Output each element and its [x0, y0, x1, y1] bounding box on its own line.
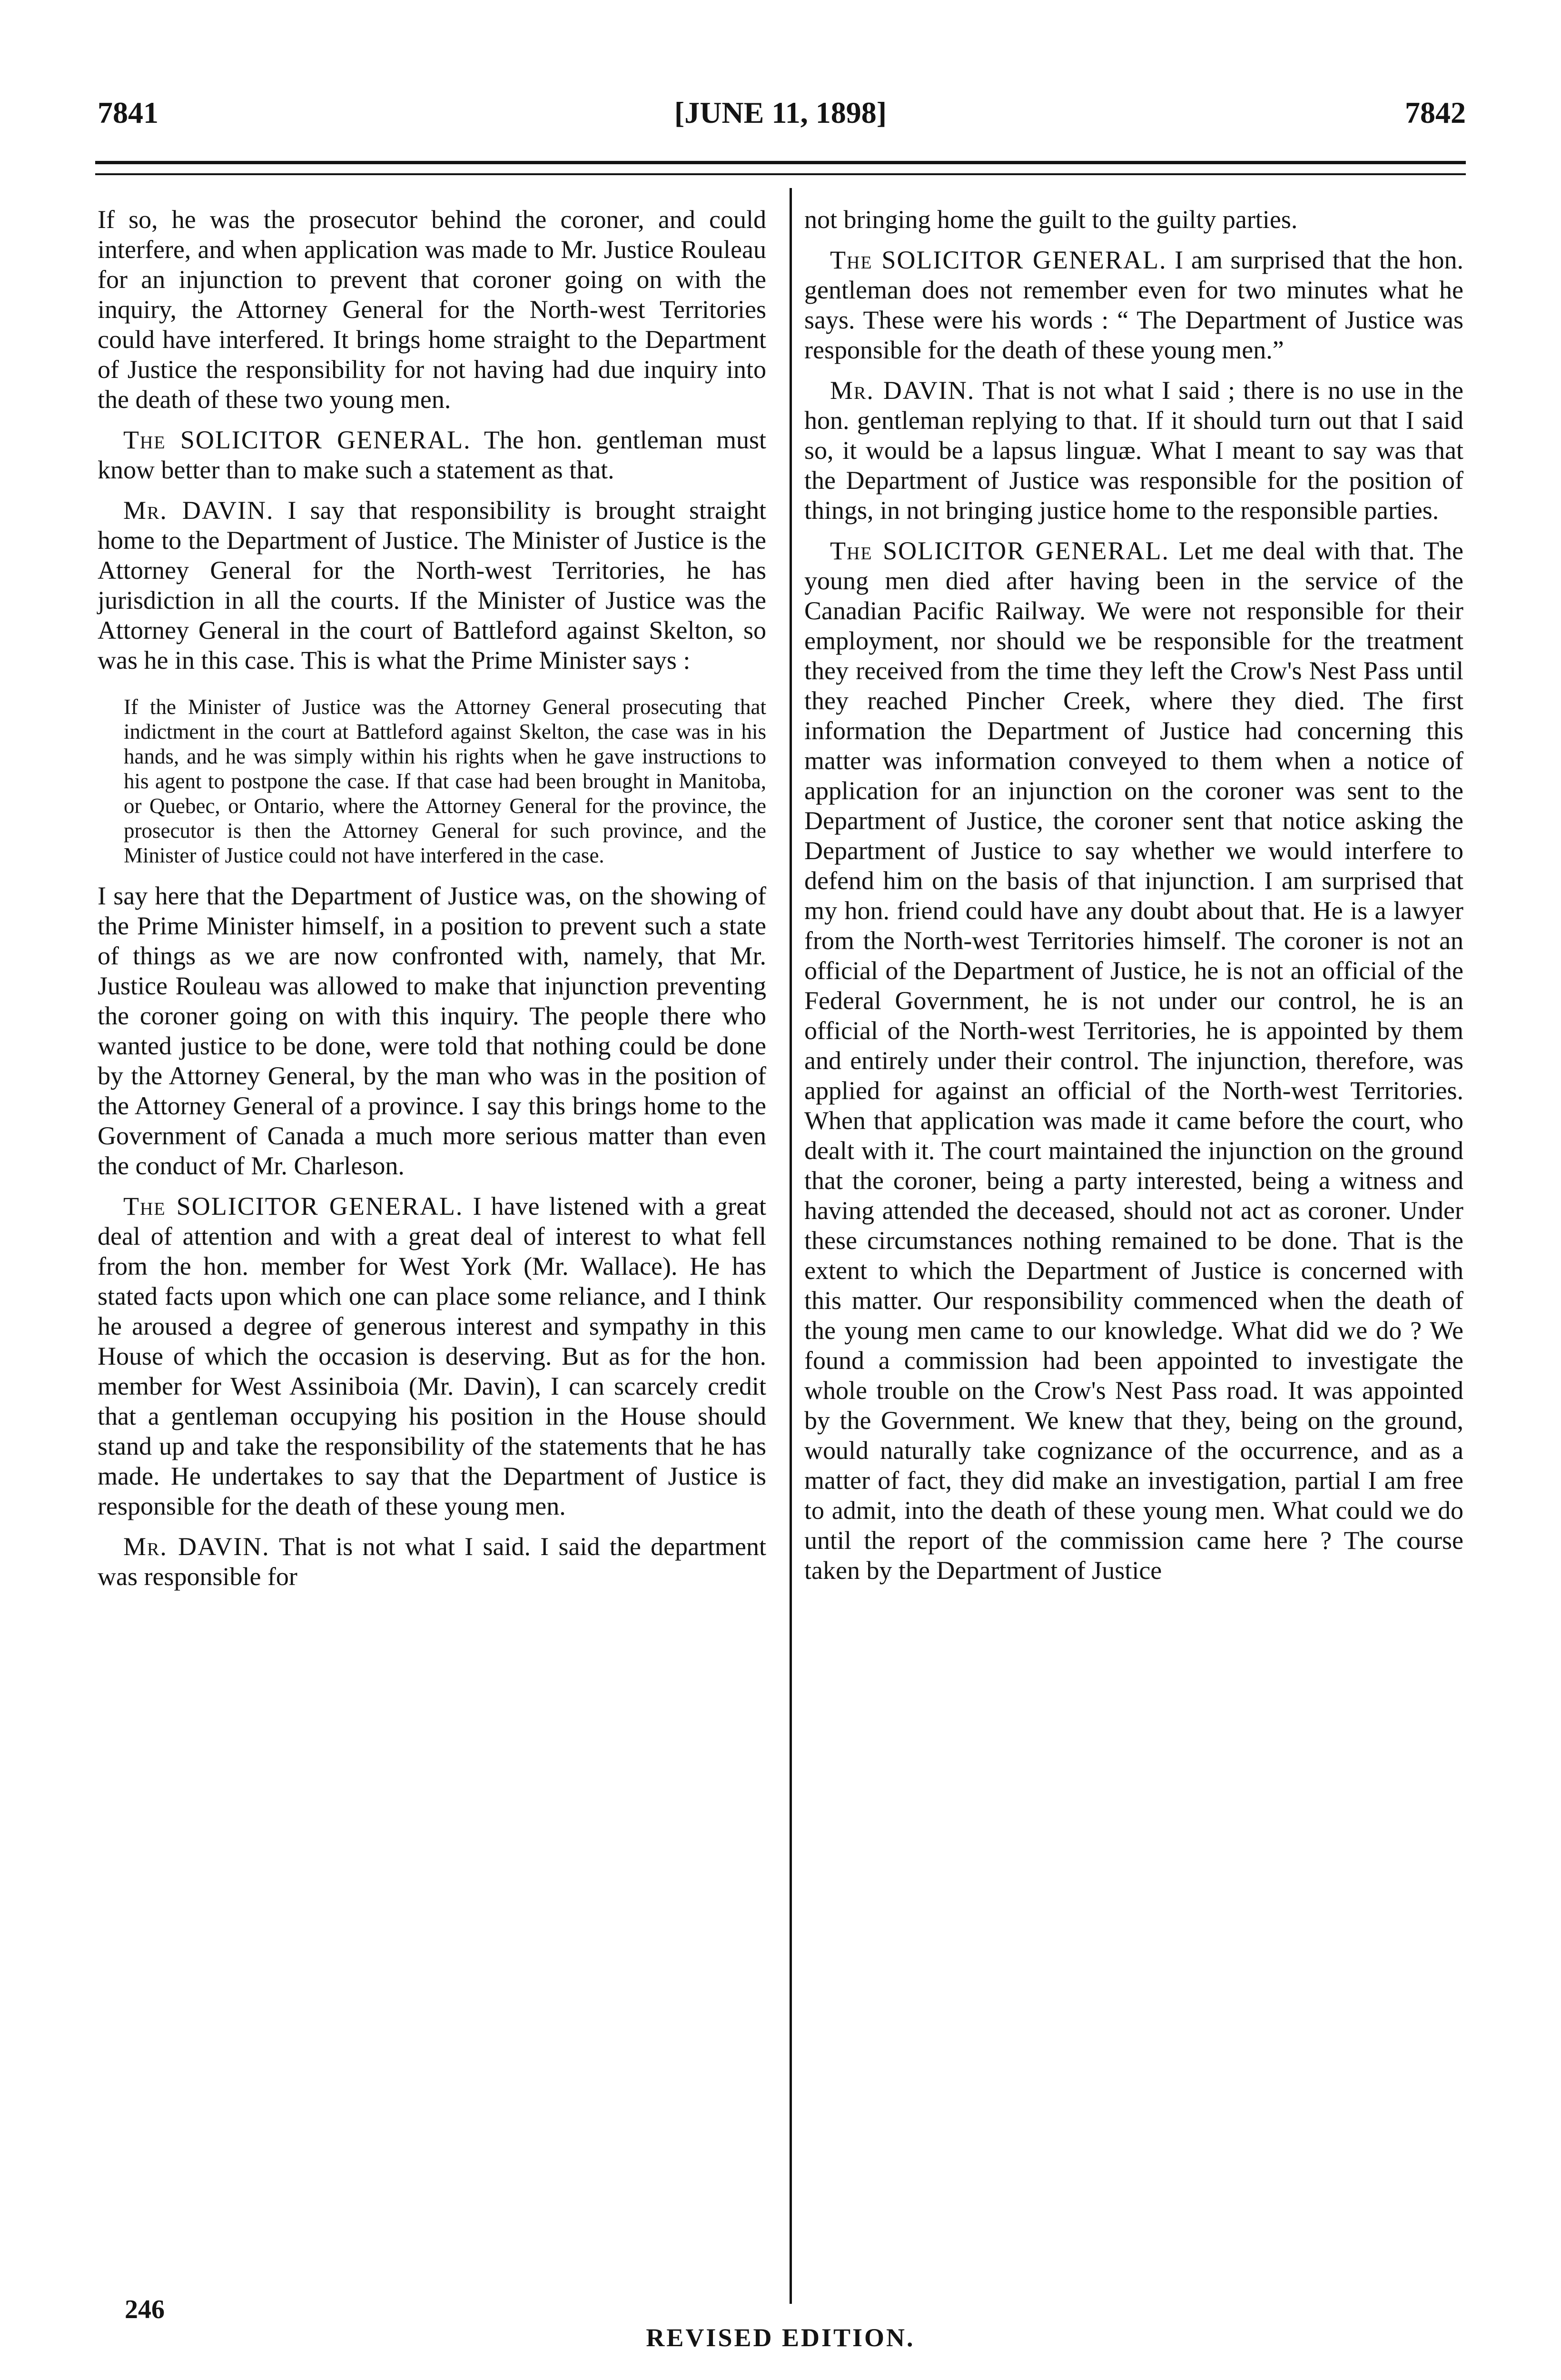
right-column [804, 205, 1463, 1594]
speech-text: The hon. gentleman must know better than to make such a statement as that. [98, 426, 766, 484]
speaker-name: The SOLICITOR GENERAL. [123, 1192, 464, 1220]
speech-text: I am surprised that the hon. gentleman does not remember even for two minutes what he says. These were his words : “ The Department of Justice was responsible for the death of these young men.” [804, 246, 1463, 364]
left-column [98, 205, 766, 1600]
speech-text: I say that responsibility is brought straight home to the Department of Justice. The Minister of Justice is the Attorney General for the North-west Territories, he has jurisdiction in all the courts. If the Minister of Justice was the Attorney General in the court of Battleford against Skelton, so was he in this case. This is what the Prime Minister says : [98, 496, 766, 674]
paragraph [804, 376, 1463, 526]
speaker-name: Mr. DAVIN. [123, 496, 274, 525]
speech-text: That is not what I said. I said the department was responsible for [98, 1532, 766, 1591]
paragraph: If so, he was the prosecutor behind the coroner, and could interfere, and when application was made to Mr. Justice Rouleau for an injunction to prevent that coroner going on with the inquiry, the Attorney General for the North-west Territories could have interfered. It brings home straight to the Department of Justice the responsibility for not having had due inquiry into the death of these two young men. [98, 205, 766, 414]
speech-text: That is not what I said ; there is no use in the hon. gentleman replying to that. If it should turn out that I said so, it would be a lapsus linguæ. What I meant to say was that the Department of Justice was responsible for the position of things, in not bringing justice home to the responsible parties. [804, 376, 1463, 525]
paragraph: not bringing home the guilt to the guilty parties. [804, 205, 1298, 234]
paragraph [98, 425, 766, 485]
speech-text: Let me deal with that. The young men died after having been in the service of the Canadian Pacific Railway. We were not responsible for their employment, nor should we be responsible for the treatment they received from the time they left the Crow's Nest Pass until they reached Pincher Creek, where they died. The first information the Department of Justice had concerning this matter was information conveyed to them when a notice of application for an injunction on the coroner was sent to the Department of Justice, the coroner sent that notice asking the Department of Justice to say whether we would interfere to defend him on the basis of that injunction. I am surprised that my hon. friend could have any doubt about that. He is a lawyer from the North-west Territories himself. The coroner is not an official of the Department of Justice, he is not an official of the Federal Government, he is not under our control, he is an official of the North-west Territories, he is appointed by them and entirely under their control. The injunction, therefore, was applied for against an official of the North-west Territories. When that application was made it came before the court, who dealt with it. The court maintained the injunction on the ground that the coroner, being a party interested, being a witness and having attended the deceased, should not act as coroner. Under these circumstances nothing remained to be done. That is the extent to which the Department of Justice is concerned with this matter. Our responsibility commenced when the death of the young men came to our knowledge. What did we do ? We found a commission had been appointed to investigate the whole trouble on the Crow's Nest Pass road. It was appointed by the Government. We knew that they, being on the ground, would naturally take cognizance of the occurrence, and as a matter of fact, they did make an investigation, partial I am free to admit, into the death of these young men. What could we do until the report of the commission came here ? The course taken by the Department of Justice [804, 536, 1463, 1585]
speech-text: I have listened with a great deal of attention and with a great deal of interest to what fell from the hon. member for West York (Mr. Wallace). He has stated facts upon which one can place some reliance, and I think he aroused a degree of generous interest and sympathy in this House of which the occasion is deserving. But as for the hon. member for West Assiniboia (Mr. Davin), I can scarcely credit that a gentleman occupying his position in the House should stand up and take the responsibility of the statements that he has made. He undertakes to say that the Department of Justice is responsible for the death of these young men. [98, 1192, 766, 1520]
paragraph: I say here that the Department of Justice was, on the showing of the Prime Minister himself, in a position to prevent such a state of things as we are now confronted with, namely, that Mr. Justice Rouleau was allowed to make that injunction preventing the coroner going on with this inquiry. The people there who wanted justice to be done, were told that nothing could be done by the Attorney General, by the man who was in the position of the Attorney General of a province. I say this brings home to the Government of Canada a much more serious matter than even the conduct of Mr. Charleson. [98, 882, 766, 1180]
edition-footer: REVISED EDITION. [646, 2323, 915, 2352]
paragraph [804, 245, 1463, 365]
paragraph [98, 1532, 766, 1592]
header-date: [JUNE 11, 1898] [674, 96, 887, 129]
speaker-name: The SOLICITOR GENERAL. [830, 246, 1167, 274]
header-rule [95, 161, 1466, 164]
speaker-name: Mr. DAVIN. [830, 376, 975, 405]
paragraph [804, 536, 1463, 1586]
header-rule-thin [95, 173, 1466, 175]
block-quote: If the Minister of Justice was the Attorney General prosecuting that indictment in the court at Battleford against Skelton, the case was in his hands, and he was simply within his rights when he gave instructions to his agent to postpone the case. If that case had been brought in Manitoba, or Quebec, or Ontario, where the Attorney General for the province, the prosecutor is then the Attorney General for such province, and the Minister of Justice could not have interfered in the case. [124, 695, 766, 867]
speaker-name: The SOLICITOR GENERAL. [123, 426, 471, 454]
paragraph [98, 1191, 766, 1521]
page-number-right: 7842 [1405, 96, 1466, 129]
page-number-left: 7841 [98, 96, 158, 129]
sheet-number: 246 [125, 2295, 165, 2324]
paragraph [98, 496, 766, 675]
column-divider [790, 188, 792, 2304]
speaker-name: The SOLICITOR GENERAL. [830, 536, 1170, 565]
speaker-name: Mr. DAVIN. [123, 1532, 270, 1561]
